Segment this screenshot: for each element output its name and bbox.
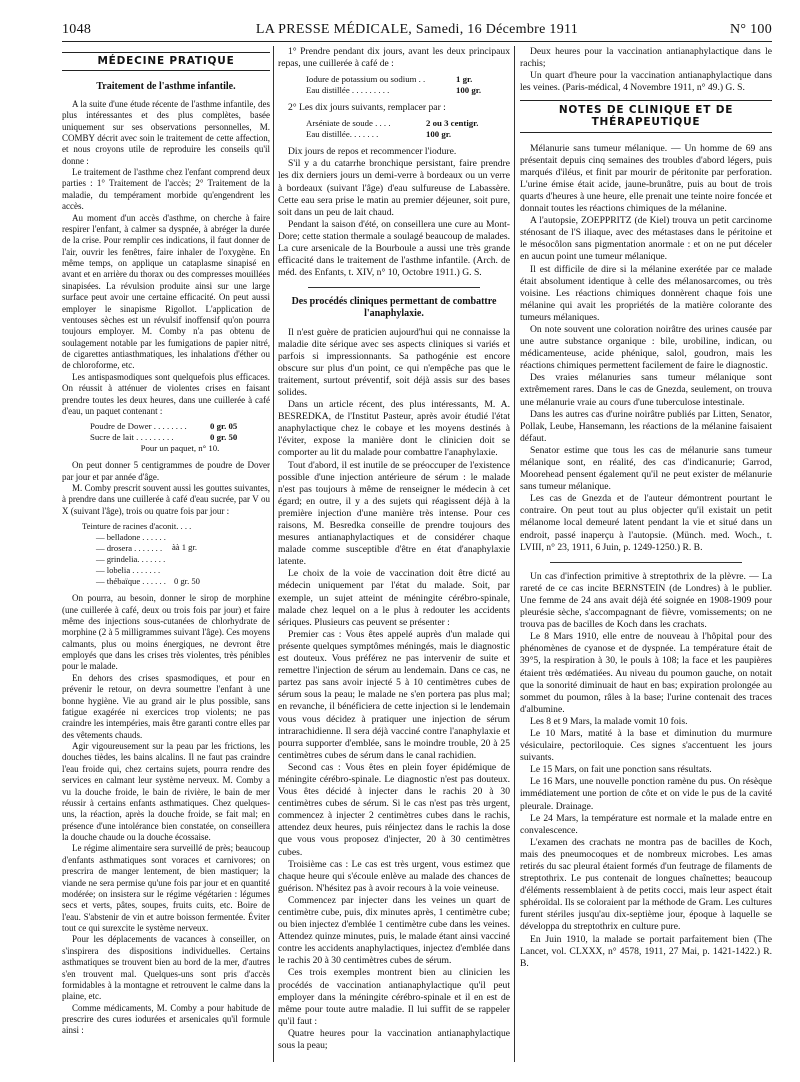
prescription-row: Eau distillée . . . . . . . . . 100 gr. bbox=[306, 85, 482, 96]
paragraph: Pour les déplacements de vacances à conseiller, on s'inspirera des dispositions individuelles. Certains asthmatiques se trouvent bien au bord de la mer, d'autres s'en trouvent mal. Quelques-uns sont pris d'accès formidables à la montagne et retrouvent le calme dans la plaine, etc. bbox=[62, 934, 270, 1002]
journal-title: LA PRESSE MÉDICALE, Samedi, 16 Décembre 1911 bbox=[255, 22, 579, 37]
paragraph: L'examen des crachats ne montra pas de bacilles de Koch, mais des pneumocoques et de nombreux microbes. Les amas retirés du sac pleural étaient formés d'un feutrage de filaments de streptothrix. Le pus contenait de longues chaînettes; beaucoup d'éléments ressemblaient à de petits cocci, mais leur aspect était sphéroïdal. Ils se coloraient par la méthode de Gram. Les cultures furent stériles jusqu'au dix-septième jour, époque à laquelle se développa du streptothrix en culture pure. bbox=[520, 836, 773, 933]
paragraph: Mélanurie sans tumeur mélanique. — Un homme de 69 ans présentait depuis cinq semaines des troubles d'abord légers, puis marqués d'iléus, et finit par mourir de péritonite par perforation. L'urine émise était acide, jaune-brunâtre, puis au bout de trois quarts d'heures à une heure, elle prenait une teinte noire foncée et donnait toutes les réactions chimiques de la mélanine. bbox=[520, 142, 772, 215]
prescription bbox=[306, 118, 510, 140]
paragraph: Il n'est guère de praticien aujourd'hui qui ne connaisse la maladie dite sérique avec ses aspects cliniques si variés et parfois si impressionnants. Sa pathogénie est encore obscure sur plus d'un point, ce qui n'empêche pas que le traitement, surtout préventif, soit déjà assis sur des bases solides. bbox=[278, 326, 510, 398]
prescription-row: Iodure de potassium ou sodium . . 1 gr. bbox=[306, 74, 473, 85]
column-divider bbox=[273, 46, 274, 1062]
paragraph: Il est difficile de dire si la mélanine exerétée par ce malade était absolument identique à celle des mélanosarcomes, ou très voisine. Les réactions chimiques donnèrent chaque fois une mélanine qui avait les propriétés de la matière colorante des tumeurs mélaniques. bbox=[520, 263, 772, 323]
paragraph: Le 24 Mars, la température est normale et la malade entre en convalescence. bbox=[520, 812, 772, 836]
paragraph: Comme médicaments, M. Comby a pour habitude de prescrire des cures iodurées et arsenicales qu'il formule ainsi : bbox=[62, 1002, 270, 1036]
prescription-row: Sucre de lait . . . . . . . . . 0 gr. 50 bbox=[90, 432, 238, 443]
separator bbox=[308, 287, 480, 288]
paragraph: Dans les autres cas d'urine noirâtre publiés par Litten, Senator, Pollak, Leube, Hansemann, les réactions de la mélanine faisaient défaut. bbox=[520, 408, 772, 444]
paragraph: Agir vigoureusement sur la peau par les frictions, les douches tièdes, les bains alcalins. Il ne faut pas craindre l'eau froide qui, chez certains sujets, pourra rendre des services en calmant leur système nerveux. M. Comby a vu la douche froide, le bain de rivière, le bain de mer réussir à certains enfants asthmatiques. Chez quelques-uns, la réaction, après la douche froide, se fait mal; en présence d'une intolérance bien constatée, on conseillera la douche chaude ou la douche écossaise. bbox=[62, 741, 270, 842]
paragraph: M. Comby prescrit souvent aussi les gouttes suivantes, à prendre dans une cuillerée à café d'eau sucrée, par V ou X (suivant l'âge), trois ou quatre fois par jour : bbox=[62, 483, 270, 516]
paragraph: A la suite d'une étude récente de l'asthme infantile, des plus intéressantes et des plus complètes, basée uniquement sur ses observations personnelles, M. COMBY décrit avec soin le traitement de cette affection, et nous croyons utile de reproduire les conseils qu'il donne : bbox=[62, 98, 270, 166]
paragraph: Le régime alimentaire sera surveillé de près; beaucoup d'enfants asthmatiques sont voraces et carnivores; on prescrira de manger lentement, de bien mastiquer; la viande ne sera permise qu'une fois par jour et en quantité modérée; on insistera sur le régime végétarien : légumes secs et verts, pâtes, soupes, fruits cuits, etc. Boire de l'eau. S'abstenir de vin et autre boisson fermentée. Éviter tout ce qui surexcite le système nerveux. bbox=[62, 843, 270, 933]
column-3 bbox=[520, 46, 772, 970]
paragraph: En Juin 1910, la malade se portait parfaitement bien (The Lancet, vol. CLXXX, n° 4578, 1911, 27 Mai, p. 1421-1422.) R. B. bbox=[520, 933, 772, 969]
tincture-dose: àà 1 gr. bbox=[171, 542, 197, 553]
paragraph: On note souvent une coloration noirâtre des urines causée par une autre substance organique : bile, urobiline, indican, ou médicamenteuse, acide phénique, salol, goudron, mais les réactions chimiques permettent facilement de faire le diagnostic. bbox=[520, 323, 772, 372]
paragraph: 1° Prendre pendant dix jours, avant les deux principaux repas, une cuillerée à café de : bbox=[278, 46, 510, 70]
paragraph: Ces trois exemples montrent bien au clinicien les procédés de vaccination antianaphylactique qu'il peut employer dans la méningite cérébro-spinale et il en est de même pour toute autre maladie. Il lui suffit de se rappeler qu'il faut : bbox=[278, 967, 510, 1027]
paragraph: Au moment d'un accès d'asthme, on cherche à faire respirer l'enfant, à calmer sa dyspnée, à abréger la durée de la crise. Pour remplir ces indications, il faut donner de l'air, ouvrir les fenêtres, faire inhaler de l'oxygène. En même temps, on applique un cataplasme sinapisé en avant et en arrière du thorax ou des compresses mouillées sinapisées. La révulsion produite ainsi sur une large surface peut avoir une certaine efficacité. On peut aussi employer le sinapisme Rigollot. L'application de ventouses sèches est un révulsif inoffensif qu'on pourra toujours employer. M. Comby n'a pas obtenu de soulagement notable par les fumigations de papier nitré, de cigarettes antiasthmatiques, les inhalations d'éther ou de chloroforme, etc. bbox=[62, 212, 270, 371]
prescription-row: Arséniate de soude . . . . 2 ou 3 centigr. bbox=[306, 118, 479, 129]
prescription-caption: Pour un paquet, n° 10. bbox=[140, 443, 220, 454]
paragraph: Le 8 Mars 1910, elle entre de nouveau à l'hôpital pour des phénomènes de cyanose et de dyspnée. La température était de 39°5, la respiration à 30, le pouls à 108; la face et les paupières étaient très œdématiées. Au niveau du poumon gauche, on notait que la sonorité diminuait de haut en bas; expiration prolongée au sommet du poumon, râles à la base; l'urine contenait des traces d'albumine. bbox=[520, 631, 772, 715]
tincture-item: — grindelia. . . . . . . bbox=[96, 554, 166, 565]
article-title: Traitement de l'asthme infantile. bbox=[96, 81, 236, 93]
tincture-item: — lobelia . . . . . . . bbox=[96, 565, 161, 576]
tincture-item: — belladone . . . . . . bbox=[96, 532, 166, 543]
prescription bbox=[306, 74, 510, 96]
section-heading: NOTES DE CLINIQUE ET DE THÉRAPEUTIQUE bbox=[520, 100, 772, 132]
column-divider bbox=[514, 46, 515, 1062]
column-2 bbox=[278, 46, 510, 1052]
paragraph: Second cas : Vous êtes en plein foyer épidémique de méningite cérébro-spinale. Le diagnostic n'est pas douteux. Vous êtes décidé à injecter dans le rachis 20 à 30 centimètres cubes de sérum. Si le cas n'est pas très urgent, commencez à injecter 2 centimètres cubes dans le rachis, attendez deux heures, puis réinjectez dans le rachis la dose que vous vous proposez d'injecter, 20 à 30 centimètres cubes. bbox=[278, 761, 510, 858]
prescription bbox=[90, 421, 270, 454]
prescription-row: Eau distillée. . . . . . . 100 gr. bbox=[306, 129, 452, 140]
prescription-row: Poudre de Dower . . . . . . . . 0 gr. 05 bbox=[90, 421, 238, 432]
paragraph: Quatre heures pour la vaccination antianaphylactique sous la peau; bbox=[278, 1027, 510, 1052]
paragraph: En dehors des crises spasmodiques, et pour en prévenir le retour, on devra soumettre l'enfant à une bonne hygiène. Vie au grand air le plus possible, sans fatigue exagérée ni exercices trop violents; ne pas craindre les intempéries, mais être garanti contre elles par des vêtements chauds. bbox=[62, 672, 270, 740]
paragraph: On pourra, au besoin, donner le sirop de morphine (une cuillerée à café, deux ou trois fois par jour) et faire même des injections sous-cutanées de chlorhydrate de morphine (2 à 5 milligrammes suivant l'âge). Ces moyens calmants, plus ou moins énergiques, ne devront être employés que dans les crises très violentes, très pénibles pour le malade. bbox=[62, 593, 270, 672]
paragraph: Des vraies mélanuries sans tumeur mélanique sont extrêmement rares. Dans le cas de Gnezda, seulement, on trouva une mélanurie vraie au cours d'une tuberculose intestinale. bbox=[520, 372, 772, 408]
paragraph: Dix jours de repos et recommencer l'iodure. bbox=[288, 146, 457, 158]
column-1 bbox=[62, 46, 270, 1037]
tincture-item: — thébaïque . . . . . . bbox=[96, 576, 166, 587]
section-heading: MÉDECINE PRATIQUE bbox=[62, 52, 270, 71]
paragraph: Tout d'abord, il est inutile de se préoccuper de l'existence possible d'une injection antérieure de sérum : le malade n'est pas toujours à même de renseigner le médecin à cet égard; en outre, il y a des sujets qui réagissent déjà à la première injection d'une manière très intense. Pour ces raisons, M. Besredka conseille de prendre toujours des mesures antianaphylactiques et de considérer chaque malade comme susceptible d'être en état d'anaphylaxie latente. bbox=[278, 459, 510, 568]
paragraph: Un cas d'infection primitive à streptothrix de la plèvre. — La rareté de ce cas incite BERNSTEIN (de Londres) à le publier. Une femme de 24 ans avait déjà été soignée en 1908-1909 pour pleurésie sèche, s'accompagnant de fièvre, vomissements; on ne trouva pas de bacilles de Koch dans les crachats. bbox=[520, 570, 772, 631]
tincture-title: Teinture de racines d'aconit. . . . bbox=[82, 521, 192, 532]
tincture-prescription bbox=[82, 521, 270, 587]
paragraph: Troisième cas : Le cas est très urgent, vous estimez que chaque heure qui s'écoule enlève au malade des chances de guérison. N'hésitez pas à avoir recours à la voie veineuse. bbox=[278, 858, 510, 894]
paragraph: Un quart d'heure pour la vaccination antianaphylactique dans les veines. (Paris-médical, 4 Novembre 1911, n° 49.) G. S. bbox=[520, 70, 772, 94]
paragraph: Le traitement de l'asthme chez l'enfant comprend deux parties : 1° Traitement de l'accès; 2° Traitement de la maladie, du tempérament morbide qu'engendrent les accès. bbox=[62, 167, 270, 212]
paragraph: Le 16 Mars, une nouvelle ponction ramène du pus. On résèque immédiatement une portion de côte et on vide le pus de la cavité pleurale. Drainage. bbox=[520, 776, 772, 812]
separator bbox=[550, 562, 742, 563]
page-number: 1048 bbox=[62, 22, 92, 37]
tincture-dose: 0 gr. 50 bbox=[173, 576, 200, 587]
paragraph: A l'autopsie, ZOEPPRITZ (de Kiel) trouva un petit carcinome sténosant de l'S iliaque, avec des métastases dans le péritoine et le mésocôlon sans pigmentation anormale : et on ne put déceler en aucun point une tumeur mélanique. bbox=[520, 215, 772, 263]
paragraph: S'il y a du catarrhe bronchique persistant, faire prendre les dix derniers jours un demi-verre à bordeaux ou un verre à bordeaux (suivant l'âge) d'eau sulfureuse de Labassère. Cette eau sera prise le matin au premier déjeuner, soit pure, soit dans un peu de lait chaud. bbox=[278, 158, 510, 218]
paragraph: Pendant la saison d'été, on conseillera une cure au Mont-Dore; cette station thermale a soulagé beaucoup de malades. La cure arsenicale de la Bourboule a aussi une très grande efficacité dans le traitement de l'asthme infantile. (Arch. de méd. des Enfants, t. XIV, n° 10, Octobre 1911.) G. S. bbox=[278, 218, 510, 279]
paragraph: Premier cas : Vous êtes appelé auprès d'un malade qui présente quelques symptômes méningés, mais le diagnostic est douteux. Vous préférez ne pas intervenir de suite et remettre l'injection de sérum au lendemain. Dans ce cas, ne partez pas sans avoir injecté 5 à 10 centimètres cubes de sérum sous la peau; le malade ne s'en portera pas plus mal; en revanche, il bénéficiera de cette injection si le lendemain vous vous décidez à pratiquer une injection de sérum intrarachidienne. Il sera déjà vacciné contre l'anaphylaxie et pourra supporter d'emblée, sans le moindre trouble, 20 à 25 centimètres cubes de sérum dans le canal rachidien. bbox=[278, 628, 510, 761]
issue-number: N° 100 bbox=[729, 22, 772, 37]
paragraph: Dans un article récent, des plus intéressants, M. A. BESREDKA, de l'Institut Pasteur, après avoir étudié l'état anaphylactique chez le cobaye et les moyens destinés à l'éviter, expose la manière dont le clinicien doit se comporter au lit du malade pour combattre l'anaphylaxie. bbox=[278, 399, 510, 459]
paragraph: Les antispasmodiques sont quelquefois plus efficaces. On réussit à atténuer de violentes crises en faisant prendre toutes les deux heures, dans une cuillerée à café d'eau, un paquet contenant : bbox=[62, 371, 270, 416]
article-title: Des procédés cliniques permettant de combattre l'anaphylaxie. bbox=[291, 296, 497, 320]
paragraph: Commencez par injecter dans les veines un quart de centimètre cube, puis, dix minutes après, 1 centimètre cube; ou bien injectez d'emblée 1 centimètre cube dans les veines. Attendez quinze minutes, puis, le malade étant ainsi vacciné contre les accidents anaphylactiques, injectez d'emblée dans le rachis 20 à 30 centimètres cubes de sérum. bbox=[278, 894, 510, 967]
header-rule bbox=[62, 41, 772, 42]
paragraph: Les 8 et 9 Mars, la malade vomit 10 fois. bbox=[530, 715, 688, 727]
page-header bbox=[62, 22, 772, 40]
tincture-item: — drosera . . . . . . . bbox=[96, 543, 163, 554]
paragraph: Deux heures pour la vaccination antianaphylactique dans le rachis; bbox=[520, 46, 772, 70]
paragraph: On peut donner 5 centigrammes de poudre de Dover par jour et par année d'âge. bbox=[62, 460, 270, 482]
paragraph: Le 15 Mars, on fait une ponction sans résultats. bbox=[530, 764, 712, 776]
paragraph: Le 10 Mars, matité à la base et diminution du murmure vésiculaire, pectoriloquie. Ces signes s'accentuent les jours suivants. bbox=[520, 727, 772, 764]
paragraph: Senator estime que tous les cas de mélanurie sans tumeur mélanique sont, en réalité, des cas d'indicanurie; Garrod, Moorehead pensent également qu'il ne peut exister de mélanurie sans tumeur mélanique. bbox=[520, 444, 772, 493]
paragraph: Les cas de Gnezda et de l'auteur démontrent pourtant le contraire. On peut tout au plus objecter qu'il existait un petit mélanome local demeuré latent pendant la vie et situé dans un endroit, passé inaperçu à l'autopsie. (Münch. med. Woch., t. LVIII, n° 23, 1911, 6 Juin, p. 1249-1250.) R. B. bbox=[520, 493, 772, 553]
paragraph: Le choix de la voie de vaccination doit être dicté au médecin uniquement par l'état du malade. Soit, par exemple, un sujet atteint de méningite cérébro-spinale, malade chez lequel on a le plus à redouter les accidents sériques. Plusieurs cas peuvent se présenter : bbox=[278, 568, 510, 628]
paragraph: 2° Les dix jours suivants, remplacer par : bbox=[288, 102, 446, 114]
